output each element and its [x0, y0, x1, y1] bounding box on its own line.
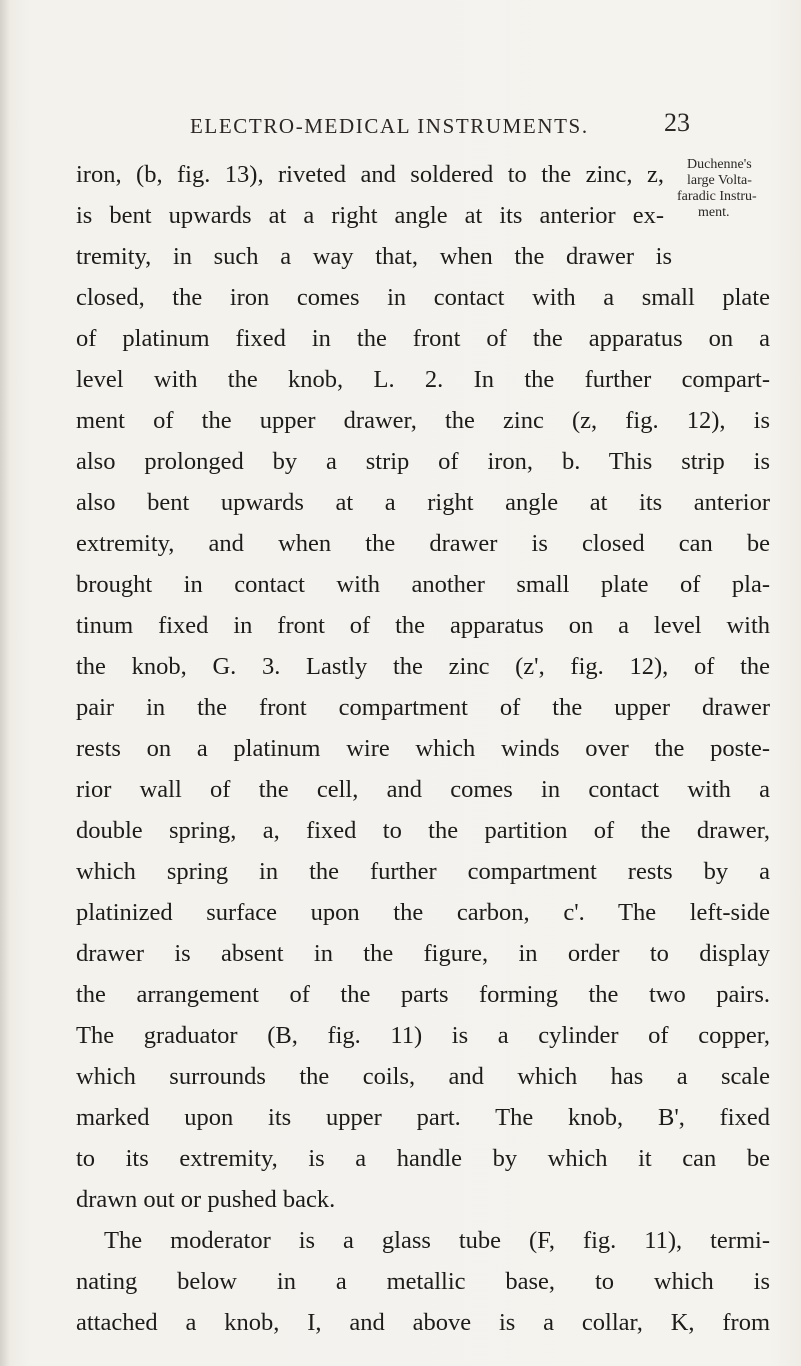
- text-line: tinum fixed in front of the apparatus on a level with: [76, 612, 770, 639]
- text-line: which surrounds the coils, and which has a scale: [76, 1063, 770, 1090]
- text-line: closed, the iron comes in contact with a small plate: [76, 284, 770, 311]
- text-line: marked upon its upper part. The knob, B', fixed: [76, 1104, 770, 1131]
- text-line: rests on a platinum wire which winds over the poste-: [76, 735, 770, 762]
- text-line: to its extremity, is a handle by which it can be: [76, 1145, 770, 1172]
- text-line: nating below in a metallic base, to which is: [76, 1268, 770, 1295]
- text-line: double spring, a, fixed to the partition of the drawer,: [76, 817, 770, 844]
- text-line: iron, (b, fig. 13), riveted and soldered to the zinc, z,: [76, 161, 664, 188]
- text-line: rior wall of the cell, and comes in contact with a: [76, 776, 770, 803]
- text-line: The graduator (B, fig. 11) is a cylinder of copper,: [76, 1022, 770, 1049]
- text-line: platinized surface upon the carbon, c'. The left-side: [76, 899, 770, 926]
- margin-note-line: faradic Instru-: [677, 189, 757, 204]
- page-edge-shadow: [0, 0, 10, 1366]
- text-line: tremity, in such a way that, when the drawer is: [76, 243, 672, 270]
- text-line: level with the knob, L. 2. In the further compart-: [76, 366, 770, 393]
- text-line: also bent upwards at a right angle at its anterior: [76, 489, 770, 516]
- text-line: the knob, G. 3. Lastly the zinc (z', fig. 12), of the: [76, 653, 770, 680]
- page-number: 23: [664, 108, 690, 137]
- body-text: [76, 154, 770, 1343]
- text-line: attached a knob, I, and above is a collar, K, from: [76, 1309, 770, 1336]
- text-line: brought in contact with another small plate of pla-: [76, 571, 770, 598]
- text-line: pair in the front compartment of the upper drawer: [76, 694, 770, 721]
- text-line: The moderator is a glass tube (F, fig. 11), termi-: [104, 1227, 770, 1254]
- text-line: which spring in the further compartment rests by a: [76, 858, 770, 885]
- text-line: also prolonged by a strip of iron, b. This strip is: [76, 448, 770, 475]
- margin-note-line: large Volta-: [687, 173, 752, 188]
- text-line: is bent upwards at a right angle at its anterior ex-: [76, 202, 664, 229]
- running-title: ELECTRO-MEDICAL INSTRUMENTS.: [190, 114, 589, 138]
- text-line: of platinum fixed in the front of the apparatus on a: [76, 325, 770, 352]
- text-line: ment of the upper drawer, the zinc (z, fig. 12), is: [76, 407, 770, 434]
- margin-note-line: Duchenne's: [687, 157, 752, 172]
- text-line: drawn out or pushed back.: [76, 1186, 336, 1213]
- text-line: the arrangement of the parts forming the two pairs.: [76, 981, 770, 1008]
- margin-note-line: ment.: [698, 205, 730, 220]
- text-line: extremity, and when the drawer is closed can be: [76, 530, 770, 557]
- text-line: drawer is absent in the figure, in order to display: [76, 940, 770, 967]
